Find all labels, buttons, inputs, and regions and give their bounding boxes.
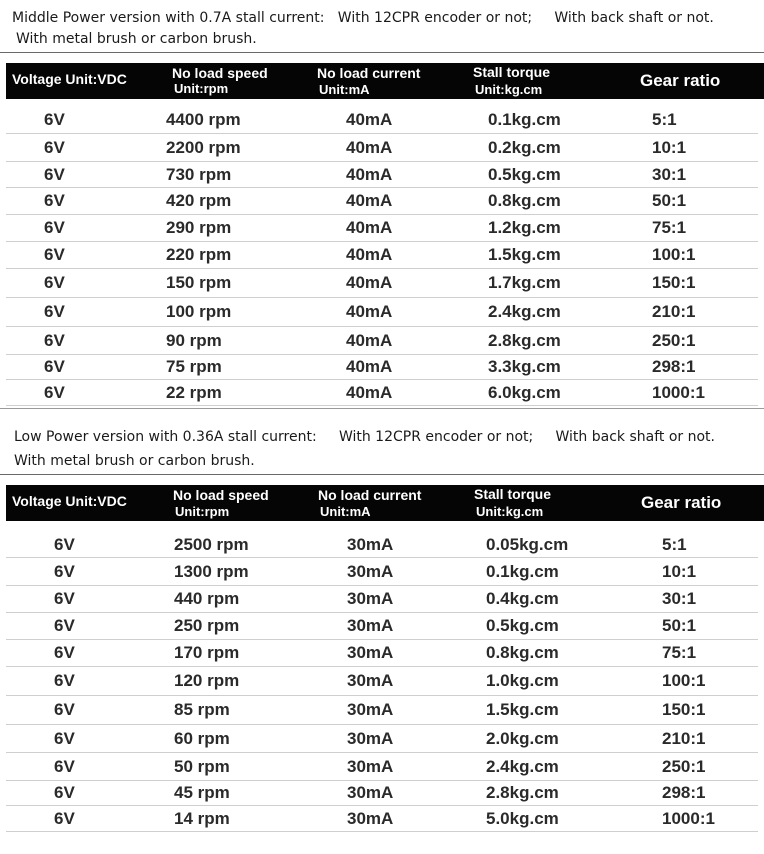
cell-voltage: 6V — [54, 589, 75, 608]
cell-speed: 22 rpm — [166, 383, 222, 402]
cell-torque: 6.0kg.cm — [488, 383, 561, 402]
cell-gear: 75:1 — [652, 218, 687, 237]
cell-current: 30mA — [347, 809, 394, 828]
cell-current: 30mA — [347, 616, 394, 635]
header-speed-unit: Unit:rpm — [175, 504, 230, 519]
cell-current: 30mA — [347, 700, 394, 719]
cell-voltage: 6V — [44, 245, 65, 264]
cell-voltage: 6V — [44, 165, 65, 184]
cell-gear: 250:1 — [662, 757, 706, 776]
cell-speed: 2200 rpm — [166, 138, 241, 157]
cell-torque: 1.0kg.cm — [486, 671, 559, 690]
cell-speed: 440 rpm — [174, 589, 240, 608]
cell-voltage: 6V — [54, 729, 75, 748]
middle-caption-line2: With metal brush or carbon brush. — [16, 31, 257, 47]
cell-torque: 5.0kg.cm — [486, 809, 559, 828]
cell-speed: 60 rpm — [174, 729, 230, 748]
middle-caption-line1: Middle Power version with 0.7A stall current: With 12CPR encoder or not; With back shaft or not. — [12, 10, 714, 26]
table-row — [6, 557, 758, 586]
cell-current: 40mA — [346, 245, 393, 264]
header-current-unit: Unit:mA — [319, 82, 370, 97]
table-header — [6, 63, 764, 99]
cell-gear: 10:1 — [652, 138, 687, 157]
table-row — [6, 379, 758, 406]
cell-gear: 210:1 — [662, 729, 706, 748]
table-row — [6, 724, 758, 753]
table-row — [6, 187, 758, 215]
cell-voltage: 6V — [44, 191, 65, 210]
cell-gear: 100:1 — [662, 671, 706, 690]
header-torque-unit: Unit:kg.cm — [476, 504, 544, 519]
table-row — [6, 268, 758, 298]
cell-gear: 150:1 — [652, 273, 696, 292]
cell-speed: 1300 rpm — [174, 562, 249, 581]
cell-voltage: 6V — [44, 138, 65, 157]
cell-voltage: 6V — [54, 643, 75, 662]
cell-torque: 1.2kg.cm — [488, 218, 561, 237]
header-speed: No load speed — [173, 487, 269, 503]
table-row — [6, 531, 758, 558]
table-header — [6, 485, 764, 521]
cell-torque: 2.0kg.cm — [486, 729, 559, 748]
cell-current: 40mA — [346, 357, 393, 376]
header-torque: Stall torque — [474, 486, 552, 502]
header-gear: Gear ratio — [641, 493, 722, 512]
cell-torque: 0.8kg.cm — [488, 191, 561, 210]
cell-speed: 90 rpm — [166, 331, 222, 350]
cell-speed: 120 rpm — [174, 671, 240, 690]
header-speed-unit: Unit:rpm — [174, 81, 229, 96]
cell-current: 40mA — [346, 302, 393, 321]
header-voltage: Voltage Unit:VDC — [12, 493, 127, 509]
divider — [0, 408, 764, 409]
cell-torque: 0.05kg.cm — [486, 535, 569, 554]
cell-voltage: 6V — [54, 535, 75, 554]
cell-voltage: 6V — [54, 809, 75, 828]
table-row — [6, 105, 758, 134]
cell-current: 30mA — [347, 589, 394, 608]
cell-speed: 85 rpm — [174, 700, 230, 719]
cell-gear: 5:1 — [652, 110, 677, 129]
header-voltage: Voltage Unit:VDC — [12, 71, 127, 87]
table-row — [6, 297, 758, 327]
cell-torque: 2.4kg.cm — [486, 757, 559, 776]
cell-current: 40mA — [346, 110, 393, 129]
low-power-spec-table — [6, 485, 764, 828]
cell-gear: 298:1 — [652, 357, 696, 376]
cell-speed: 45 rpm — [174, 783, 230, 802]
cell-speed: 250 rpm — [174, 616, 240, 635]
cell-torque: 2.8kg.cm — [486, 783, 559, 802]
cell-gear: 30:1 — [652, 165, 687, 184]
cell-voltage: 6V — [54, 757, 75, 776]
table-row — [6, 241, 758, 269]
cell-speed: 2500 rpm — [174, 535, 249, 554]
cell-current: 40mA — [346, 218, 393, 237]
cell-current: 40mA — [346, 191, 393, 210]
cell-current: 40mA — [346, 273, 393, 292]
cell-voltage: 6V — [54, 562, 75, 581]
cell-torque: 0.1kg.cm — [488, 110, 561, 129]
cell-speed: 420 rpm — [166, 191, 232, 210]
header-gear: Gear ratio — [640, 71, 721, 90]
cell-current: 30mA — [347, 671, 394, 690]
cell-gear: 30:1 — [662, 589, 697, 608]
cell-torque: 2.4kg.cm — [488, 302, 561, 321]
cell-gear: 5:1 — [662, 535, 687, 554]
table-row — [6, 695, 758, 725]
middle-power-spec-table — [6, 63, 764, 402]
table-row — [6, 214, 758, 242]
table-row — [6, 612, 758, 640]
cell-torque: 3.3kg.cm — [488, 357, 561, 376]
cell-gear: 1000:1 — [662, 809, 715, 828]
cell-speed: 290 rpm — [166, 218, 232, 237]
divider — [0, 474, 764, 475]
cell-torque: 1.5kg.cm — [488, 245, 561, 264]
cell-current: 30mA — [347, 535, 394, 554]
cell-voltage: 6V — [54, 783, 75, 802]
cell-current: 30mA — [347, 783, 394, 802]
cell-voltage: 6V — [54, 616, 75, 635]
cell-torque: 0.5kg.cm — [486, 616, 559, 635]
cell-gear: 75:1 — [662, 643, 697, 662]
cell-gear: 10:1 — [662, 562, 697, 581]
cell-speed: 730 rpm — [166, 165, 232, 184]
cell-speed: 150 rpm — [166, 273, 232, 292]
cell-gear: 50:1 — [652, 191, 687, 210]
header-torque: Stall torque — [473, 64, 551, 80]
header-speed: No load speed — [172, 65, 268, 81]
cell-current: 40mA — [346, 331, 393, 350]
low-caption-line1: Low Power version with 0.36A stall current: With 12CPR encoder or not; With back shaft or not. — [14, 429, 715, 445]
cell-gear: 1000:1 — [652, 383, 705, 402]
cell-voltage: 6V — [54, 700, 75, 719]
cell-voltage: 6V — [44, 273, 65, 292]
cell-voltage: 6V — [44, 110, 65, 129]
cell-torque: 0.2kg.cm — [488, 138, 561, 157]
cell-torque: 0.5kg.cm — [488, 165, 561, 184]
cell-gear: 100:1 — [652, 245, 696, 264]
cell-current: 40mA — [346, 138, 393, 157]
cell-speed: 14 rpm — [174, 809, 230, 828]
cell-speed: 50 rpm — [174, 757, 230, 776]
cell-current: 30mA — [347, 562, 394, 581]
cell-voltage: 6V — [44, 331, 65, 350]
table-row — [6, 666, 758, 696]
header-current-unit: Unit:mA — [320, 504, 371, 519]
cell-voltage: 6V — [54, 671, 75, 690]
cell-torque: 0.1kg.cm — [486, 562, 559, 581]
table-row — [6, 354, 758, 380]
cell-torque: 0.8kg.cm — [486, 643, 559, 662]
header-current: No load current — [317, 65, 421, 81]
header-current: No load current — [318, 487, 422, 503]
cell-voltage: 6V — [44, 357, 65, 376]
cell-current: 40mA — [346, 165, 393, 184]
cell-speed: 100 rpm — [166, 302, 232, 321]
divider — [0, 52, 764, 53]
cell-current: 30mA — [347, 643, 394, 662]
cell-speed: 4400 rpm — [166, 110, 241, 129]
cell-current: 30mA — [347, 757, 394, 776]
cell-voltage: 6V — [44, 383, 65, 402]
cell-gear: 250:1 — [652, 331, 696, 350]
cell-torque: 1.5kg.cm — [486, 700, 559, 719]
table-row — [6, 639, 758, 667]
cell-voltage: 6V — [44, 302, 65, 321]
cell-torque: 0.4kg.cm — [486, 589, 559, 608]
table-row — [6, 326, 758, 355]
table-row — [6, 752, 758, 781]
table-row — [6, 133, 758, 162]
cell-current: 40mA — [346, 383, 393, 402]
cell-speed: 220 rpm — [166, 245, 232, 264]
cell-voltage: 6V — [44, 218, 65, 237]
table-row — [6, 780, 758, 806]
cell-gear: 150:1 — [662, 700, 706, 719]
cell-speed: 75 rpm — [166, 357, 222, 376]
cell-current: 30mA — [347, 729, 394, 748]
cell-gear: 210:1 — [652, 302, 696, 321]
table-row — [6, 161, 758, 188]
table-row — [6, 805, 758, 832]
cell-torque: 2.8kg.cm — [488, 331, 561, 350]
cell-gear: 298:1 — [662, 783, 706, 802]
low-caption-line2: With metal brush or carbon brush. — [14, 453, 255, 469]
cell-gear: 50:1 — [662, 616, 697, 635]
cell-torque: 1.7kg.cm — [488, 273, 561, 292]
table-row — [6, 585, 758, 613]
header-torque-unit: Unit:kg.cm — [475, 82, 543, 97]
cell-speed: 170 rpm — [174, 643, 240, 662]
